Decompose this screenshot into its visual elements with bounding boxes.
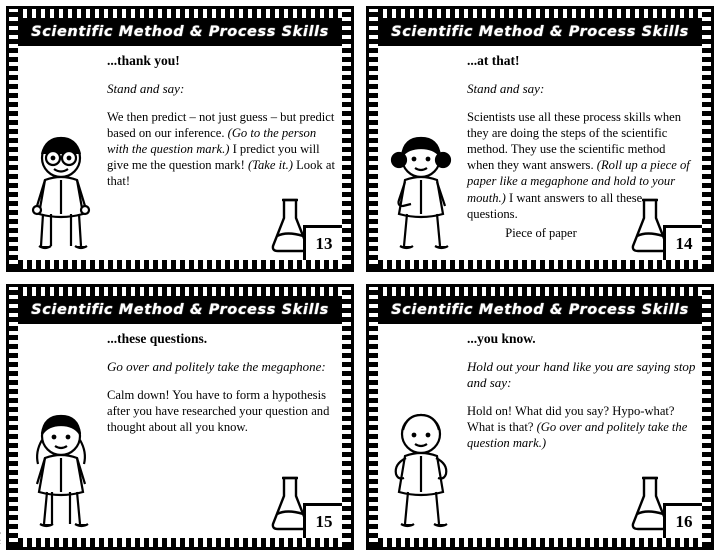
speech-part: I want answers to all these questions. (467, 190, 643, 221)
lead-in-text: ...you know. (467, 331, 536, 346)
decorative-border-left (369, 287, 378, 547)
speech-part: Calm down! You have to form a hypothesis after you have researched your question and thought about all you know. (107, 388, 330, 435)
speech-part-italic: (Go to the person with the question mark.) (107, 126, 317, 157)
card-title: Scientific Method & Process Skills (391, 24, 689, 40)
lead-in-text: ...these questions. (107, 331, 208, 346)
prop-label: Piece of paper (505, 226, 577, 240)
task-card-body (6, 284, 354, 550)
decorative-border-top (369, 9, 711, 18)
decorative-border-left (9, 9, 18, 269)
lead-in-text: ...thank you! (107, 53, 180, 68)
decorative-border-right (342, 287, 351, 547)
card-number: 13 (303, 225, 342, 260)
card-title: Scientific Method & Process Skills (31, 302, 329, 318)
girl-thinking-illustration (381, 132, 461, 257)
card-title: Scientific Method & Process Skills (391, 302, 689, 318)
card-title-banner (18, 296, 342, 324)
decorative-border-left (9, 287, 18, 547)
speech-part: Hold on! What did you say? Hypo-what? What is that? (467, 404, 675, 435)
stage-direction: Stand and say: (467, 81, 545, 96)
lead-in-text: ...at that! (467, 53, 520, 68)
boy-hands-up-illustration (381, 410, 461, 535)
card-number: 14 (663, 225, 702, 260)
task-card (0, 0, 360, 278)
decorative-border-right (342, 9, 351, 269)
decorative-border-right (702, 9, 711, 269)
decorative-border-bottom (369, 538, 711, 547)
card-title-banner (378, 296, 702, 324)
card-title-banner (378, 18, 702, 46)
task-card (360, 278, 720, 556)
speech-part-italic: (Take it.) (247, 158, 293, 173)
boy-with-glasses-illustration (21, 132, 101, 257)
task-card (360, 0, 720, 278)
card-title: Scientific Method & Process Skills (31, 24, 329, 40)
stage-direction: Go over and politely take the megaphone: (107, 359, 326, 374)
decorative-border-top (369, 287, 711, 296)
decorative-border-left (369, 9, 378, 269)
stage-direction: Stand and say: (107, 81, 185, 96)
copyright-notice (0, 480, 1, 552)
task-card (0, 278, 360, 556)
speech-part: Scientists use all these process skills when they are doing the steps of the scientific method. They use the scientific method when they want answers. (467, 110, 682, 173)
card-number: 16 (663, 503, 702, 538)
speech-part: Look at that! (107, 158, 335, 189)
stage-direction: Hold out your hand like you are saying stop and say: (467, 359, 696, 390)
decorative-border-top (9, 287, 351, 296)
speech-part: I predict you will give me the question mark! (107, 142, 320, 173)
decorative-border-bottom (9, 260, 351, 269)
task-card-body (6, 6, 354, 272)
decorative-border-bottom (369, 260, 711, 269)
decorative-border-right (702, 287, 711, 547)
speech-part-italic: (Go over and politely take the question mark.) (467, 420, 688, 451)
decorative-border-top (9, 9, 351, 18)
card-title-banner (18, 18, 342, 46)
decorative-border-bottom (9, 538, 351, 547)
task-card-body (366, 6, 714, 272)
speech-part: We then predict – not just guess – but predict based on our inference. (107, 110, 335, 141)
task-card-body (366, 284, 714, 550)
card-number: 15 (303, 503, 342, 538)
speech-part-italic: (Roll up a piece of paper like a megaphone and hold to your mouth.) (467, 158, 690, 205)
girl-with-braids-illustration (21, 410, 101, 535)
